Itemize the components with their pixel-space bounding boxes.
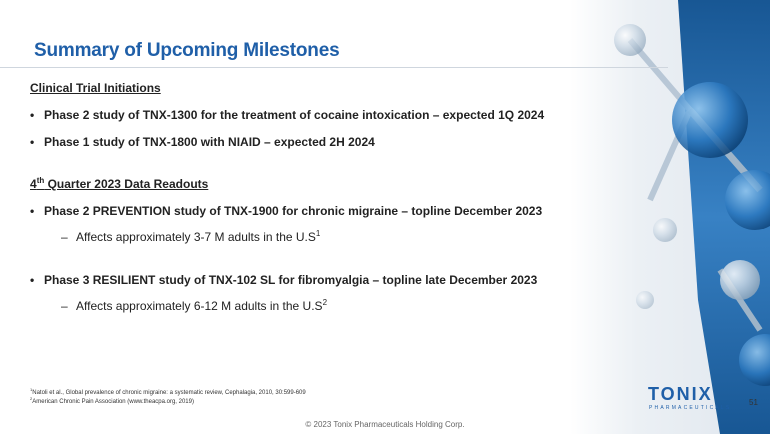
heading-superscript: th: [36, 176, 45, 185]
footnotes: [30, 389, 306, 407]
title-divider: [0, 67, 668, 68]
dash-icon: –: [61, 230, 68, 244]
sub-list-item: [30, 298, 630, 314]
footnote-number: 2: [30, 396, 33, 401]
footnote-ref: 1: [315, 229, 321, 238]
copyright-notice: © 2023 Tonix Pharmaceuticals Holding Corp.: [305, 420, 465, 429]
dash-icon: –: [61, 299, 68, 313]
spacer: [30, 245, 630, 261]
page-number: 51: [749, 398, 758, 407]
list-item-text: Phase 2 study of TNX-1300 for the treatment of cocaine intoxication – expected 1Q 2024: [44, 108, 545, 122]
footnote-ref: 2: [322, 298, 328, 307]
spacer: [30, 150, 630, 176]
list-item: [30, 107, 630, 123]
logo-wordmark: TONIX: [648, 384, 713, 404]
footnote-text: Natoli et al., Global prevalence of chronic migraine: a systematic review, Cephalagia, 2010, 30:599-609: [32, 390, 306, 396]
section-heading-clinical: Clinical Trial Initiations: [30, 81, 161, 95]
milestones-content: [30, 80, 630, 314]
list-item-text: Phase 3 RESILIENT study of TNX-102 SL for fibromyalgia – topline late December 2023: [44, 273, 538, 287]
list-item-text: Phase 1 study of TNX-1800 with NIAID – expected 2H 2024: [44, 135, 375, 149]
bullet-icon: •: [30, 204, 35, 218]
page-title: Summary of Upcoming Milestones: [34, 40, 340, 61]
section-heading-readouts: [30, 176, 630, 192]
sub-list-item-text: [76, 298, 327, 314]
tonix-logo: [648, 384, 732, 414]
heading-text: Quarter 2023 Data Readouts: [44, 177, 209, 191]
heading-number: 4: [30, 177, 37, 191]
list-item: [30, 134, 630, 150]
footnote-text: American Chronic Pain Association (www.theacpa.org, 2019): [32, 399, 194, 405]
list-item: [30, 203, 630, 219]
list-item: [30, 272, 630, 288]
bullet-icon: •: [30, 108, 35, 122]
bullet-icon: •: [30, 273, 35, 287]
footnote: [30, 389, 306, 398]
list-item-text: Phase 2 PREVENTION study of TNX-1900 for chronic migraine – topline December 2023: [44, 204, 543, 218]
sub-list-item-text: [76, 229, 320, 245]
footnote-number: 1: [30, 387, 33, 392]
footnote: [30, 398, 306, 407]
sub-text: Affects approximately 3-7 M adults in the U.S: [76, 230, 316, 244]
bullet-icon: •: [30, 135, 35, 149]
logo-tagline: PHARMACEUTICALS: [649, 405, 732, 411]
sub-list-item: [30, 229, 630, 245]
sub-text: Affects approximately 6-12 M adults in the U.S: [76, 299, 323, 313]
